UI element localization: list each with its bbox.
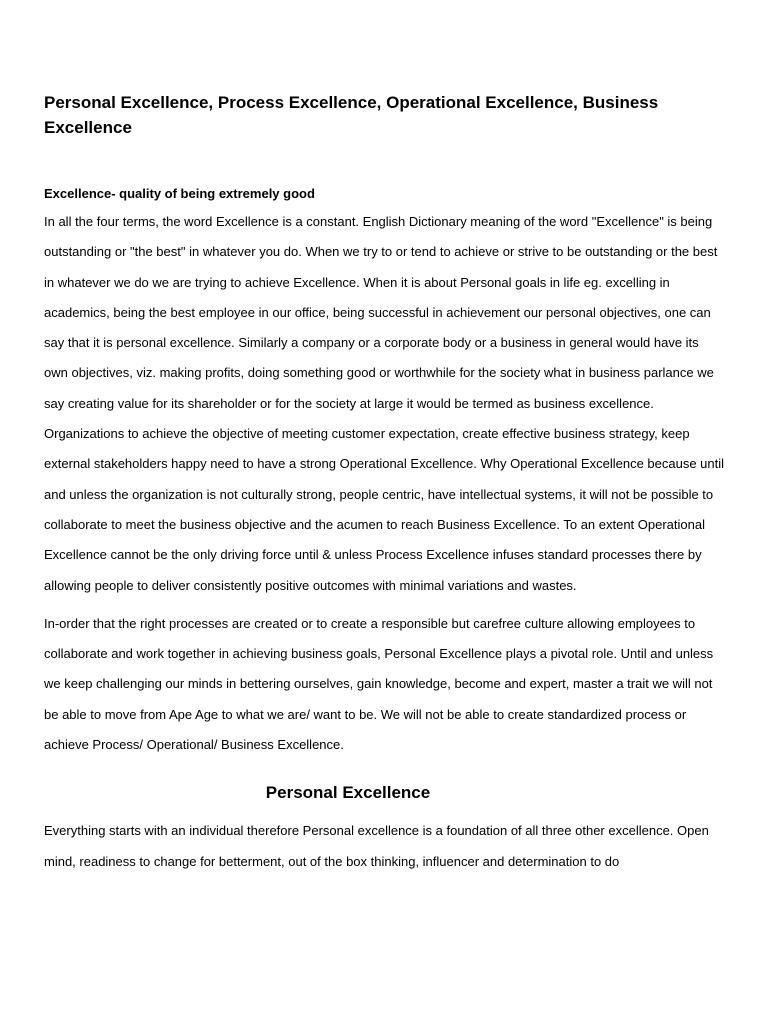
document-title: Personal Excellence, Process Excellence, Operational Excellence, Business Excellence (44, 93, 659, 137)
document-page (44, 90, 726, 877)
paragraph-operational-excellence: Organizations to achieve the objective of meeting customer expectation, create effective business strategy, keep external stakeholders happy need to have a strong Operational Excellence. Why Operational Excellence because until and unless the organization is not culturally strong, people centric, have intellectual systems, it will not be possible to collaborate to meet the business objective and the acumen to reach Business Excellence. To an extent Operational Excellence cannot be the only driving force until & unless Process Excellence infuses standard processes there by allowing people to deliver consistently positive outcomes with minimal variations and wastes. (44, 426, 725, 593)
definition-subheading: Excellence- quality of being extremely good (44, 186, 315, 201)
paragraph-excellence-definition: In all the four terms, the word Excellence is a constant. English Dictionary meaning of the word "Excellence" is being outstanding or "the best" in whatever you do. When we try to or tend to achieve or strive to be outstanding or the best in whatever we do we are trying to achieve Excellence. When it is about Personal goals in life eg. excelling in academics, being the best employee in our office, being successful in achievement our personal objectives, one can say that it is personal excellence. Similarly a company or a corporate body or a business in general would have its own objectives, viz. making profits, doing something good or worthwhile for the society what in business parlance we say creating value for its shareholder or for the society at large it would be termed as business excellence. (44, 214, 718, 411)
paragraph-personal-excellence-intro: Everything starts with an individual therefore Personal excellence is a foundation of all three other excellence. Open mind, readiness to change for betterment, out of the box thinking, influencer and determination to do (44, 823, 709, 869)
paragraph-personal-excellence-role: In-order that the right processes are created or to create a responsible but carefree culture allowing employees to collaborate and work together in achieving business goals, Personal Excellence plays a pivotal role. Until and unless we keep challenging our minds in bettering ourselves, gain knowledge, become and expert, master a trait we will not be able to move from Ape Age to what we are/ want to be. We will not be able to create standardized process or achieve Process/ Operational/ Business Excellence. (44, 615, 714, 753)
section-heading-personal-excellence: Personal Excellence (265, 783, 431, 803)
